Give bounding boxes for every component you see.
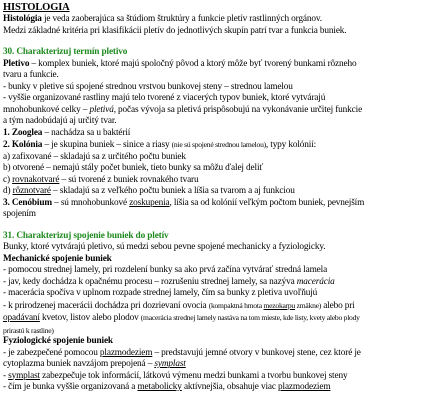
text: – je skupina buniek – sinice a riasy [42,140,172,150]
pletivo-definition [3,59,434,71]
item-cenobium-cont: spojením [3,209,36,219]
term-rovnakotvare: rovnakotvaré [12,174,60,185]
term-pletivo: Pletivo [3,58,30,69]
term-histologia: Histológia [3,14,42,24]
term-plazmodeziem: plazmodeziem [278,382,331,392]
mech-bullet-1: - pomocou strednej lamely, pri rozdelení bunky sa ako prvá začína vytvárať stredná lamela [3,265,328,275]
mech-bullet-2 [3,277,434,289]
text: – nachádza sa u baktérií [42,127,131,138]
note-small: zmäkne) [294,300,322,310]
note-small: (macerácia strednej lamely nastáva na tom mieste, kde listy, kvety alebo plody [140,313,360,322]
text: , typy kolónií: [265,140,317,150]
fyz-bullet-3 [3,382,434,394]
text: – skladajú sa z veľkého počtu buniek a líšia sa tvarom a aj funkciou [50,186,295,196]
section-30-heading: 30. Charakterizuj termín pletivo [3,47,128,57]
term-symplast: symplast [8,370,40,381]
term-metabolicky: metabolicky [137,382,182,392]
intro-line-1 [3,14,434,26]
item-cenobium [3,198,434,210]
text: aktívnejšia, obsahuje viac [181,382,279,392]
term-plazmodeziem: plazmodeziem [99,347,153,358]
bullet-vyssie-rastliny-cont [3,105,434,117]
term-roznotvare: rôznotvaré [12,186,51,196]
bullet-vyssie-rastliny: - vyššie organizované rastliny majú telo tvorené z viacerých typov buniek, ktoré vytvárajú [3,93,326,103]
fyz-bullet-1-cont [3,359,434,371]
note-small: (nie sú spojené strednou lamelou) [171,140,266,149]
document-title: HISTOLÓGIA [3,2,70,13]
fyz-bullet-1 [3,348,434,360]
intro-line-2: Medzi základné kritéria pri klasifikácii pletív do jednotlivých skupín patrí tvar a funkcia buniek. [3,25,347,36]
text: c) [3,174,13,185]
text: - čím je bunka vyššie organizovaná a [3,382,138,392]
text: alebo pri [321,300,355,311]
section-31-heading: 31. Charakterizuj spojenie buniek do pletív [3,230,169,241]
item-kolonia [3,139,434,152]
text: – sú tvorené z buniek rovnakého tvaru [59,174,199,185]
term-symplast: symplast [154,359,186,369]
kolonia-type-d [3,186,434,198]
term-pletiva: pletivá [89,104,114,115]
kolonia-type-a: a) zafixované – skladajú sa z určitého počtu buniek [3,151,186,162]
mech-bullet-4 [3,300,434,313]
text: - [3,370,9,381]
text: - k prirodzenej macerácii dochádza pri dozrievaní ovocia [3,300,209,311]
mechanicke-heading: Mechanické spojenie buniek [3,253,112,264]
item-zooglea [3,128,434,140]
term-opadavani: opadávaní [3,313,40,323]
text: zabezpečuje tok informácií, látkovú výmenu medzi bunkami a tvorbu bunkovej steny [39,370,348,381]
mech-bullet-3: - macerácia spočíva v uplnom rozpade strednej lamely, čím sa bunky z pletiva uvoľňujú [3,288,318,298]
text: - jav, kedy dochádza k opačnému procesu – rozrušeniu strednej lamely, sa nazýva [3,276,297,287]
term-mezokarp: mezokarpu [263,300,295,310]
bullet-stredna-lamela: - bunky v pletive sú spojené strednou vrstvou bunkovej steny – strednou lamelou [3,81,293,92]
text: mnohobunkové celky – [3,104,90,115]
note-small: (kompaktná hmota [208,300,264,310]
term-kolonia: 2. Kolónia [3,140,43,150]
kolonia-type-b: b) otvorené – nemajú stály počet buniek, tieto bunky sa môžu ďalej deliť [3,163,264,173]
term-zoskupenia: zoskupenia [129,197,170,208]
pletivo-text: – komplex buniek, ktoré majú spoločný pôvod a ktorý môže byť tvorený bunkami rôzneho [29,58,357,69]
term-maceracia: macerácia [296,276,335,287]
text: kvetov, listov alebo plodov [39,313,141,323]
text: – sú mnohobunkové [51,197,130,208]
term-cenobium: 3. Cenóbium [3,197,52,208]
mech-bullet-4-cont [3,312,434,325]
pletivo-definition-cont: tvaru a funkcie. [3,70,59,80]
kolonia-type-c [3,175,434,187]
text: , líšia sa od kolónií veľkým počtom buniek, pevnejším [169,197,365,208]
document-page [3,2,434,416]
bullet-vyssie-rastliny-cont2: a tým nadobúdajú aj určitý tvar. [3,116,117,126]
mech-bullet-4-cont2: prirastú k rastline) [3,325,54,335]
fyziologicke-heading: Fyziologické spojenie buniek [3,336,113,346]
text: – predstavujú jemné otvory v bunkovej stene, cez ktoré je [152,347,361,358]
text: , počas vývoja sa pletivá prispôsobujú na vykonávanie určitej funkcie [113,104,363,115]
intro-text-1: je veda zaoberajúca sa štúdiom štruktúry a funkcie pletív rastlinných orgánov. [41,14,322,24]
text: d) [3,186,13,196]
fyz-bullet-2 [3,371,434,383]
text: - je zabezpečené pomocou [3,347,100,358]
text: cytoplazma buniek navzájom prepojená – [3,359,155,369]
spojenie-intro: Bunky, ktoré vytvárajú pletivo, sú medzi sebou pevne spojené mechanicky a fyziologicky. [3,242,326,252]
term-zooglea: 1. Zooglea [3,127,43,138]
